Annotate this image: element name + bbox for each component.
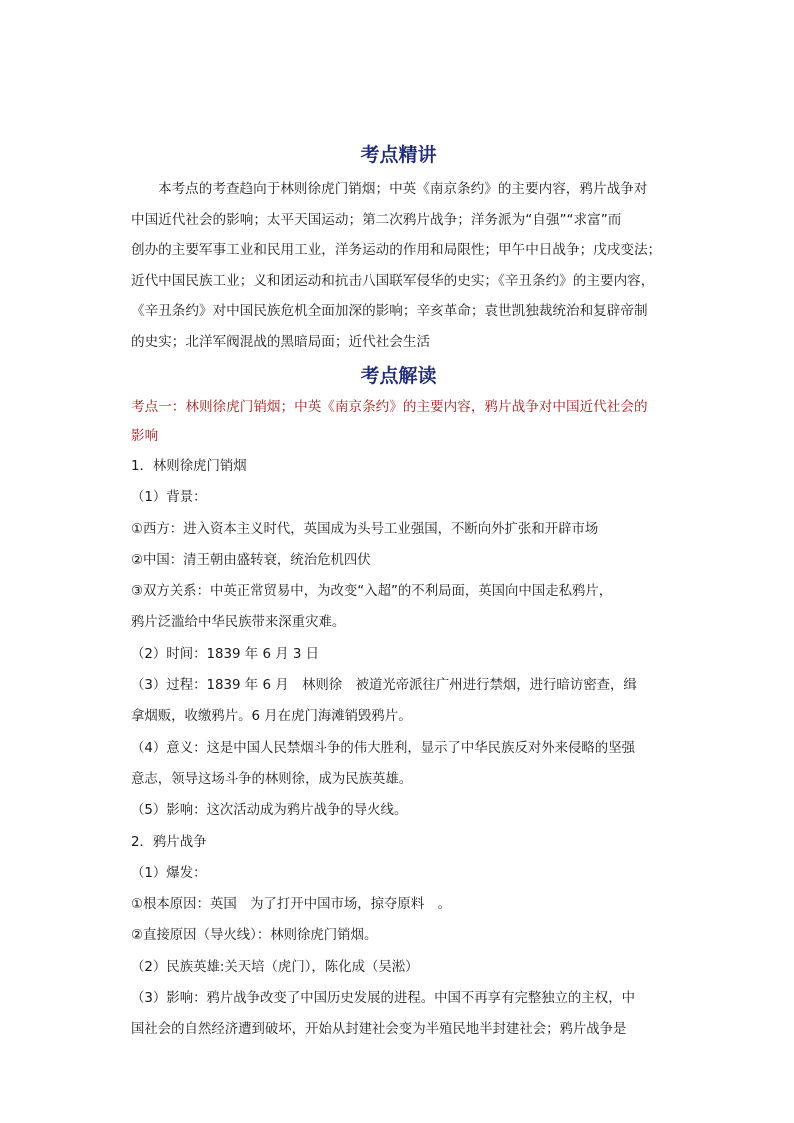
paragraph-line: 本考点的考查趋向于林则徐虎门销烟；中英《南京条约》的主要内容，鸦片战争对 (158, 181, 648, 197)
list-item: ③双方关系：中英正常贸易中，为改变“入超”的不利局面，英国向中国走私鸦片， (131, 584, 613, 600)
detail-list (131, 451, 666, 1046)
paragraph-line: 创办的主要军事工业和民用工业，洋务运动的作用和局限性；甲午中日战争；戊戌变法； (131, 242, 662, 258)
list-item: （5）影响：这次活动成为鸦片战争的导火线。 (131, 803, 408, 819)
list-item: ②直接原因（导火线）：林则徐虎门销烟。 (131, 928, 378, 944)
key-point-line: 考点一：林则徐虎门销烟；中英《南京条约》的主要内容，鸦片战争对中国近代社会的 (131, 399, 648, 415)
paragraph-line: 的史实；北洋军阀混战的黑暗局面；近代社会生活 (131, 333, 431, 350)
list-item: ②中国：清王朝由盛转衰，统治危机四伏 (131, 552, 371, 568)
list-item: （4）意义：这是中国人民禁烟斗争的伟大胜利，显示了中华民族反对外来侵略的坚强 (131, 740, 635, 756)
list-item: （3）过程：1839 年 6 月 林则徐 被道光帝派往广州进行禁烟，进行暗访密查，缉 (131, 678, 637, 694)
document-content (131, 142, 666, 1046)
paragraph-line: 中国近代社会的影响；太平天国运动；第二次鸦片战争；洋务派为“自强”“求富”而 (131, 211, 622, 228)
section-title-interpretation: 考点解读 (360, 365, 437, 387)
list-item: 意志，领导这场斗争的林则徐，成为民族英雄。 (131, 771, 413, 787)
list-item: （1）爆发： (131, 865, 207, 881)
overview-paragraph (131, 174, 666, 357)
list-item: （3）影响：鸦片战争改变了中国历史发展的进程。中国不再享有完整独立的主权，中 (131, 991, 635, 1007)
list-item: ①西方：进入资本主义时代，英国成为头号工业强国，不断向外扩张和开辟市场 (131, 521, 599, 537)
section-title-key-points: 考点精讲 (360, 144, 437, 166)
paragraph-line: 近代中国民族工业；义和团运动和抗击八国联军侵华的史实；《辛丑条约》的主要内容， (131, 272, 655, 289)
heading-opium-war: 2．鸦片战争 (131, 834, 207, 850)
list-item: 拿烟贩，收缴鸦片。6 月在虎门海滩销毁鸦片。 (131, 709, 412, 725)
list-item: （2）时间：1839 年 6 月 3 日 (131, 646, 320, 662)
paragraph-line: 《辛丑条约》对中国民族危机全面加深的影响；辛亥革命；袁世凯独裁统治和复辟帝制 (131, 303, 648, 319)
heading-lin-zexu: 1．林则徐虎门销烟 (131, 459, 247, 474)
key-point-line: 影响 (131, 428, 159, 444)
key-point-heading (131, 393, 666, 451)
list-item: （2）民族英雄:关天培（虎门），陈化成（吴淞） (131, 959, 419, 975)
list-item: 国社会的自然经济遭到破坏，开始从封建社会变为半殖民地半封建社会；鸦片战争是 (131, 1022, 627, 1038)
list-item: 鸦片泛滥给中华民族带来深重灾难。 (131, 615, 346, 631)
list-item: （1）背景： (131, 490, 207, 506)
list-item: ①根本原因：英国 为了打开中国市场，掠夺原料 。 (131, 897, 451, 913)
